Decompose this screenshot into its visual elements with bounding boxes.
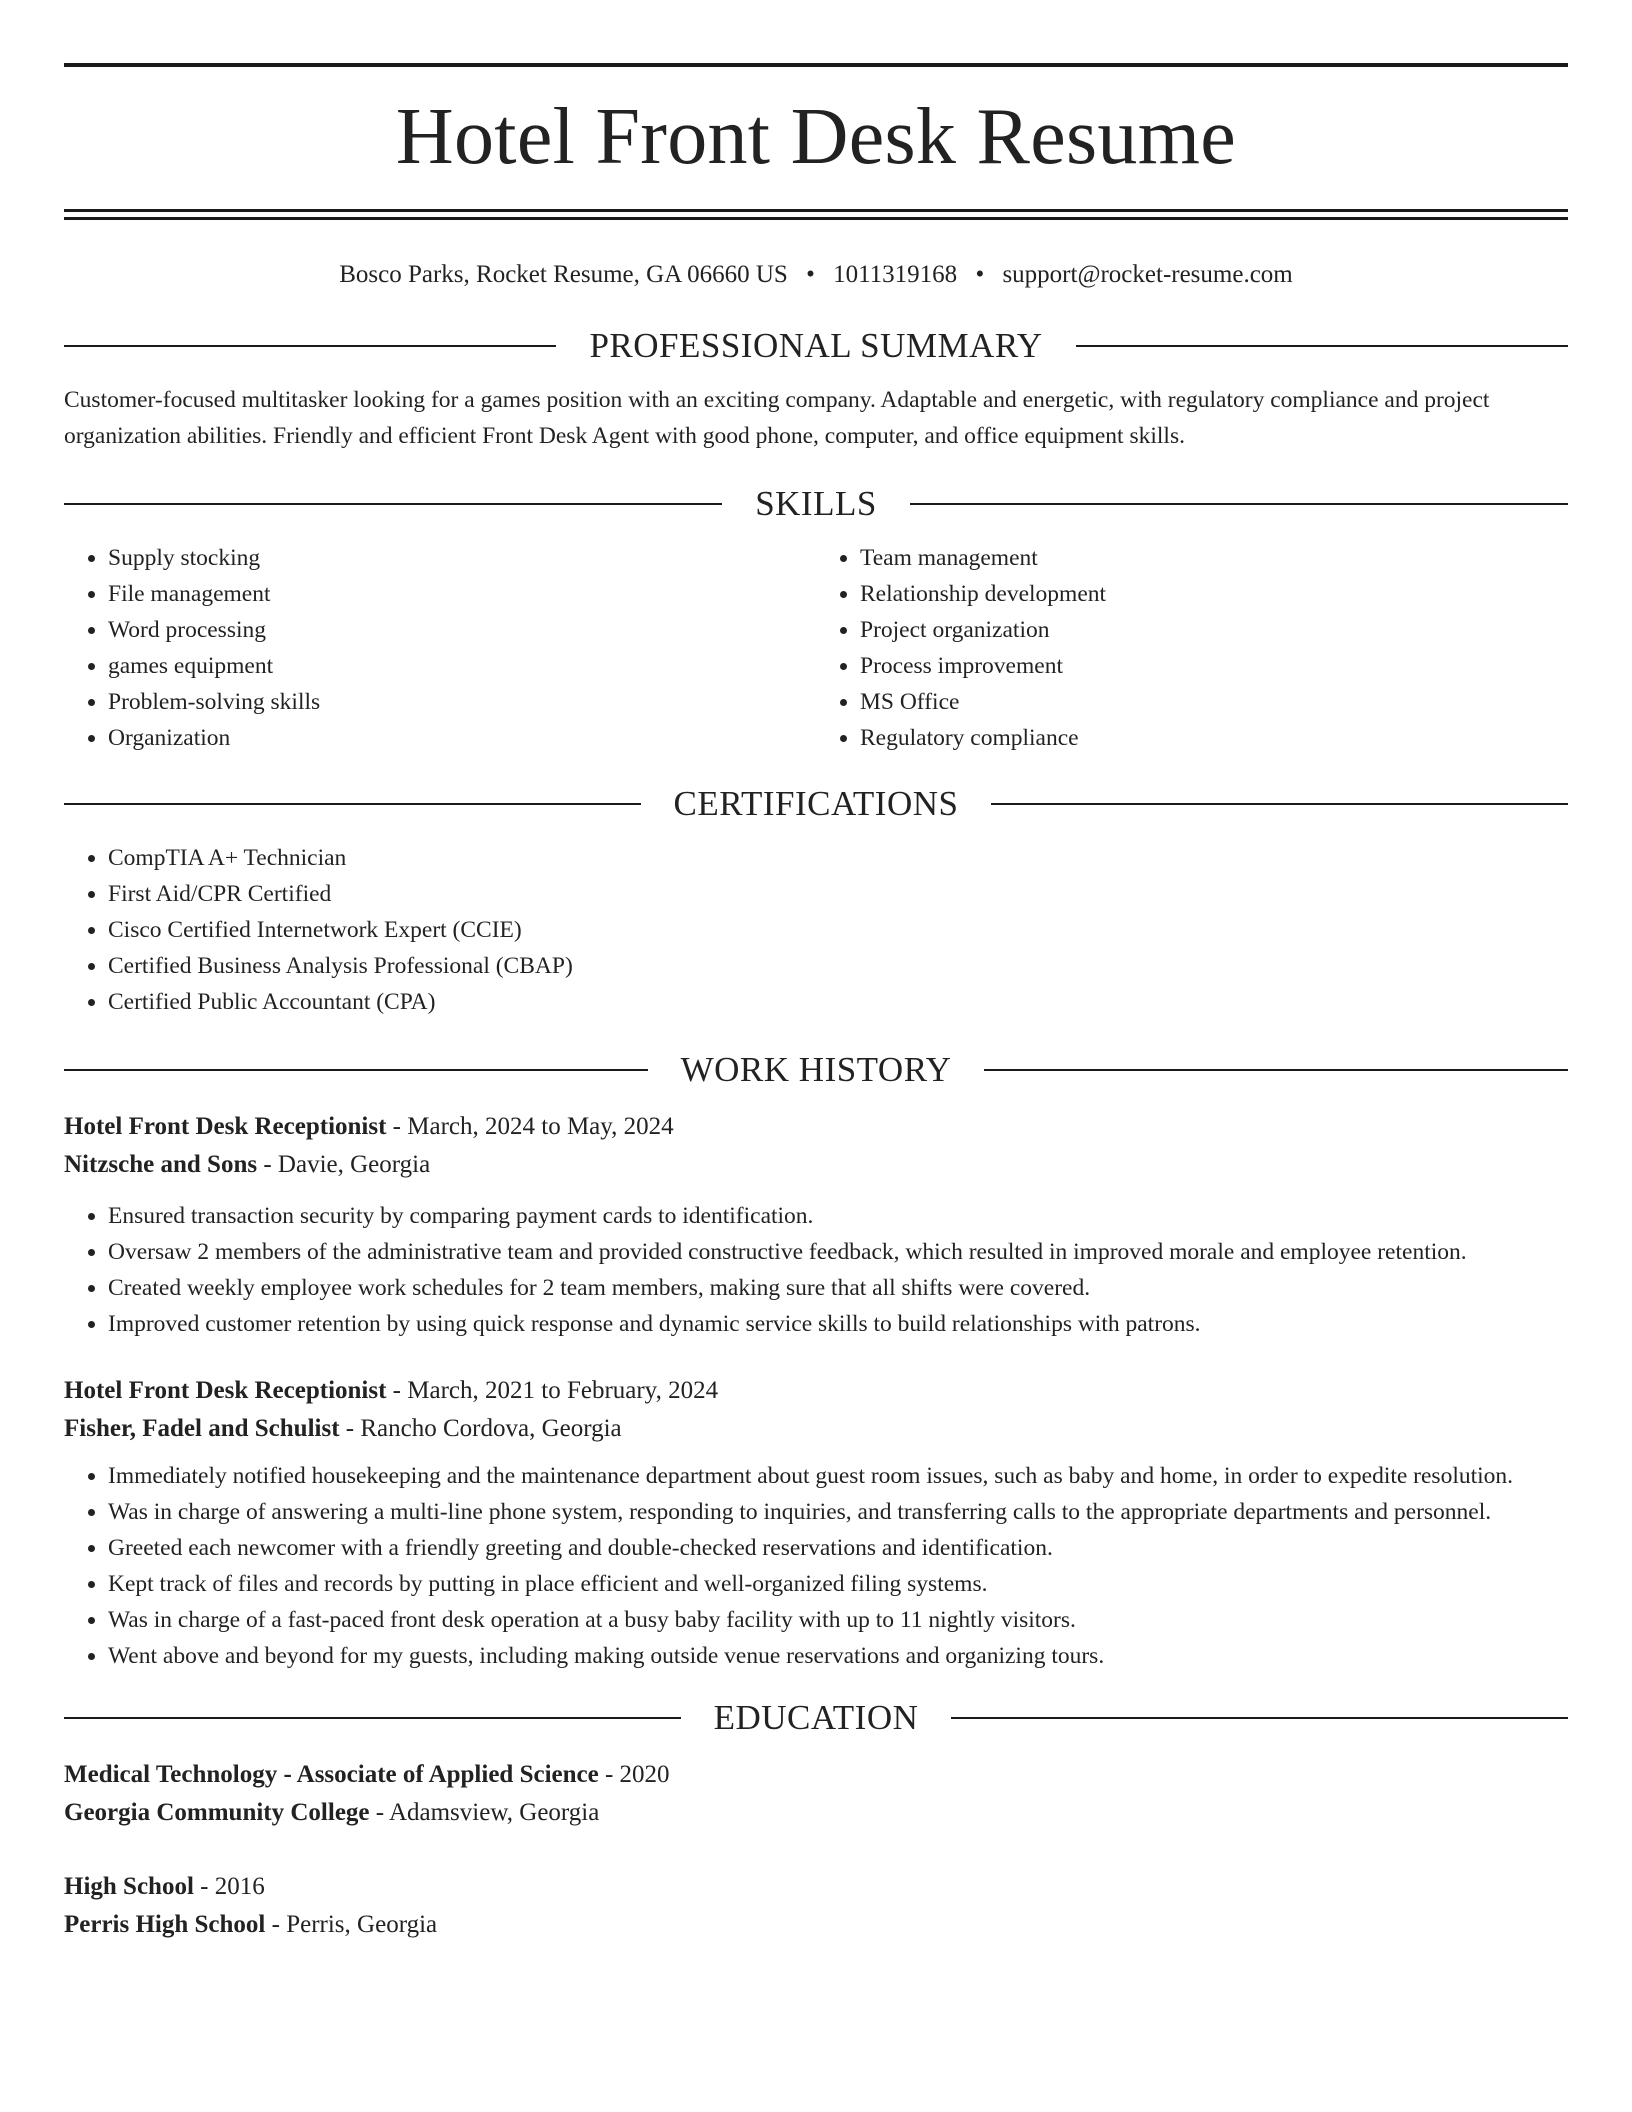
job-bullet: • Kept track of files and records by putting in place efficient and well-organized filing systems. <box>108 1566 1568 1602</box>
certifications-list <box>64 840 1568 1020</box>
contact-email: support@rocket-resume.com <box>1002 261 1293 288</box>
job-bullet: • Improved customer retention by using quick response and dynamic service skills to build relationships with patrons. <box>108 1306 1568 1342</box>
skill-item: • Word processing <box>108 612 816 648</box>
certification-item: • Cisco Certified Internetwork Expert (CCIE) <box>108 912 1568 948</box>
skill-item: • Organization <box>108 720 816 756</box>
heading-rule-right <box>1076 345 1568 347</box>
section-heading-certifications <box>64 782 1568 826</box>
skill-item: • Team management <box>860 540 1568 576</box>
education-year: - 2016 <box>193 1873 265 1900</box>
job-bullet: • Went above and beyond for my guests, including making outside venue reservations and organizing tours. <box>108 1638 1568 1674</box>
skills-column-left <box>64 540 816 756</box>
section-heading-skills <box>64 482 1568 526</box>
job-dates: - March, 2024 to May, 2024 <box>386 1113 674 1140</box>
heading-rule-right <box>984 1069 1568 1071</box>
contact-separator: • <box>975 261 985 288</box>
heading-rule-right <box>951 1717 1568 1719</box>
skills-column-right <box>816 540 1568 756</box>
job-title: Hotel Front Desk Receptionist <box>64 1113 387 1140</box>
job-bullet: • Was in charge of a fast-paced front desk operation at a busy baby facility with up to 11 nightly visitors. <box>108 1602 1568 1638</box>
education-degree: High School <box>64 1873 194 1900</box>
job-bullet: • Oversaw 2 members of the administrative team and provided constructive feedback, which resulted in improved morale and employee retention. <box>108 1234 1568 1270</box>
resume-title: Hotel Front Desk Resume <box>395 93 1237 181</box>
resume-page <box>64 0 1568 1944</box>
job-company: Fisher, Fadel and Schulist <box>64 1415 340 1442</box>
education-degree-line <box>64 1756 1568 1794</box>
heading-rule-left <box>64 503 722 505</box>
job-company: Nitzsche and Sons <box>64 1151 258 1178</box>
job-bullets <box>64 1458 1568 1674</box>
contact-line <box>64 258 1568 292</box>
job-bullet: • Ensured transaction security by comparing payment cards to identification. <box>108 1198 1568 1234</box>
certification-item: • First Aid/CPR Certified <box>108 876 1568 912</box>
job-location: - Davie, Georgia <box>257 1151 431 1178</box>
education-school: Georgia Community College <box>64 1799 370 1826</box>
certification-item: • Certified Business Analysis Professional (CBAP) <box>108 948 1568 984</box>
job-dates: - March, 2021 to February, 2024 <box>386 1377 719 1404</box>
skill-item: • games equipment <box>108 648 816 684</box>
section-heading-label: PROFESSIONAL SUMMARY <box>589 326 1043 365</box>
heading-rule-left <box>64 1717 681 1719</box>
job-entry <box>64 1372 1568 1674</box>
education-school-line <box>64 1906 1568 1944</box>
job-bullet: • Created weekly employee work schedules for 2 team members, making sure that all shifts were covered. <box>108 1270 1568 1306</box>
heading-rule-right <box>910 503 1568 505</box>
education-degree: Medical Technology - Associate of Applied Science <box>64 1761 599 1788</box>
section-heading-summary <box>64 324 1568 368</box>
job-bullet: • Was in charge of answering a multi-line phone system, responding to inquiries, and transferring calls to the appropriate departments and personnel. <box>108 1494 1568 1530</box>
skill-item: • Regulatory compliance <box>860 720 1568 756</box>
job-location: - Rancho Cordova, Georgia <box>339 1415 622 1442</box>
contact-phone: 1011319168 <box>833 261 958 288</box>
top-rule <box>64 63 1568 67</box>
education-school: Perris High School <box>64 1911 266 1938</box>
job-bullet: • Greeted each newcomer with a friendly greeting and double-checked reservations and identification. <box>108 1530 1568 1566</box>
section-heading-work-history <box>64 1048 1568 1092</box>
education-school-line <box>64 1794 1568 1832</box>
section-heading-label: CERTIFICATIONS <box>673 784 959 823</box>
job-company-line <box>64 1146 1568 1184</box>
job-bullet: • Immediately notified housekeeping and the maintenance department about guest room issues, such as baby and home, in order to expedite resolution. <box>108 1458 1568 1494</box>
certification-item: • CompTIA A+ Technician <box>108 840 1568 876</box>
heading-rule-right <box>991 803 1568 805</box>
contact-address: Bosco Parks, Rocket Resume, GA 06660 US <box>339 261 788 288</box>
job-entry <box>64 1108 1568 1342</box>
skill-item: • Process improvement <box>860 648 1568 684</box>
section-heading-label: WORK HISTORY <box>680 1050 952 1089</box>
skills-list <box>64 540 1568 756</box>
skill-item: • Problem-solving skills <box>108 684 816 720</box>
education-location: - Perris, Georgia <box>265 1911 438 1938</box>
job-title-line <box>64 1108 1568 1146</box>
education-degree-line <box>64 1868 1568 1906</box>
education-location: - Adamsview, Georgia <box>369 1799 600 1826</box>
skill-item: • Supply stocking <box>108 540 816 576</box>
education-entry <box>64 1868 1568 1944</box>
summary-text: Customer-focused multitasker looking for a games position with an exciting company. Adaptable and energetic, with regulatory compliance and project organization abilities. Friendly and efficient Front Desk Agent with good phone, computer, and office equipment skills. <box>64 387 1490 449</box>
job-title: Hotel Front Desk Receptionist <box>64 1377 387 1404</box>
skill-item: • MS Office <box>860 684 1568 720</box>
skill-item: • Project organization <box>860 612 1568 648</box>
section-heading-label: SKILLS <box>755 484 877 523</box>
heading-rule-left <box>64 1069 648 1071</box>
title-double-rule <box>64 209 1568 220</box>
skill-item: • File management <box>108 576 816 612</box>
heading-rule-left <box>64 345 556 347</box>
section-heading-education <box>64 1696 1568 1740</box>
job-bullets <box>64 1198 1568 1342</box>
education-entry <box>64 1756 1568 1832</box>
job-company-line <box>64 1410 1568 1448</box>
contact-separator: • <box>806 261 815 288</box>
job-title-line <box>64 1372 1568 1410</box>
certification-item: • Certified Public Accountant (CPA) <box>108 984 1568 1020</box>
heading-rule-left <box>64 803 641 805</box>
section-heading-label: EDUCATION <box>713 1698 919 1737</box>
education-year: - 2020 <box>598 1761 670 1788</box>
skill-item: • Relationship development <box>860 576 1568 612</box>
